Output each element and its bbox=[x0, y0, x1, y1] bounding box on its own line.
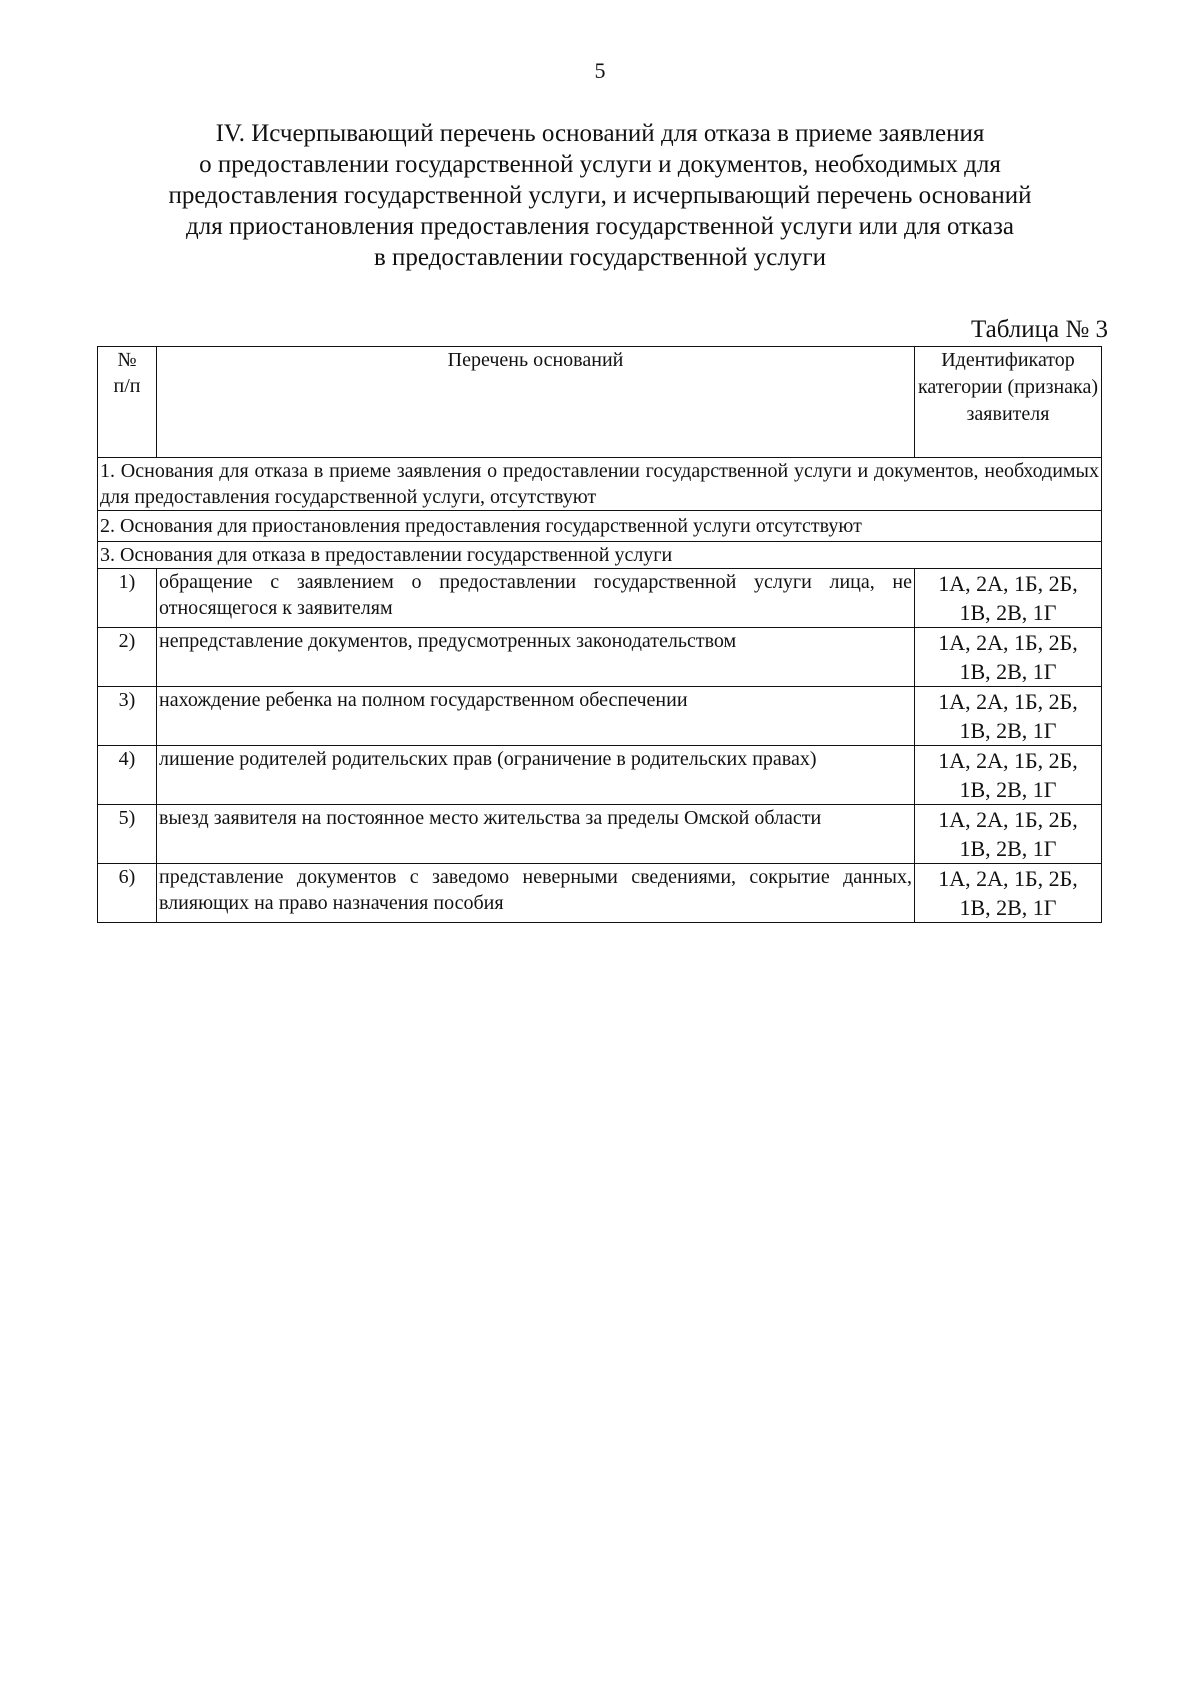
section-title-line: IV. Исчерпывающий перечень оснований для отказа в приеме заявления bbox=[215, 120, 985, 147]
row-identifier bbox=[915, 628, 1102, 687]
row-number: 1) bbox=[98, 569, 157, 628]
identifier-line: 1В, 2В, 1Г bbox=[959, 718, 1057, 743]
section-title-line: о предоставлении государственной услуги и документов, необходимых для bbox=[199, 151, 1001, 178]
table-row bbox=[98, 569, 1102, 628]
row-identifier bbox=[915, 864, 1102, 923]
row-identifier bbox=[915, 805, 1102, 864]
row-reason: обращение с заявлением о предоставлении государственной услуги лица, не относящегося к заявителям bbox=[157, 569, 915, 628]
table-row bbox=[98, 746, 1102, 805]
table-row bbox=[98, 864, 1102, 923]
identifier-line: 1В, 2В, 1Г bbox=[959, 836, 1057, 861]
section-title bbox=[0, 118, 1200, 273]
row-number: 5) bbox=[98, 805, 157, 864]
row-reason: лишение родителей родительских прав (ограничение в родительских правах) bbox=[157, 746, 915, 805]
row-number: 3) bbox=[98, 687, 157, 746]
section-row bbox=[98, 511, 1102, 542]
section-row bbox=[98, 542, 1102, 569]
grounds-table bbox=[97, 346, 1102, 923]
section-row bbox=[98, 458, 1102, 511]
row-identifier bbox=[915, 687, 1102, 746]
identifier-line: 1А, 2А, 1Б, 2Б, bbox=[938, 807, 1078, 832]
header-num bbox=[98, 347, 157, 458]
identifier-line: 1А, 2А, 1Б, 2Б, bbox=[938, 630, 1078, 655]
table-header-row bbox=[98, 347, 1102, 458]
row-number: 4) bbox=[98, 746, 157, 805]
row-reason: непредставление документов, предусмотренных законодательством bbox=[157, 628, 915, 687]
identifier-line: 1В, 2В, 1Г bbox=[959, 777, 1057, 802]
identifier-line: 1А, 2А, 1Б, 2Б, bbox=[938, 748, 1078, 773]
row-reason: представление документов с заведомо неверными сведениями, сокрытие данных, влияющих на право назначения пособия bbox=[157, 864, 915, 923]
section-1-text: 1. Основания для отказа в приеме заявления о предоставлении государственной услуги и документов, необходимых для предоставления государственной услуги, отсутствуют bbox=[98, 458, 1102, 511]
table-row bbox=[98, 628, 1102, 687]
identifier-line: 1А, 2А, 1Б, 2Б, bbox=[938, 689, 1078, 714]
section-2-text: 2. Основания для приостановления предоставления государственной услуги отсутствуют bbox=[98, 511, 1102, 542]
row-number: 2) bbox=[98, 628, 157, 687]
identifier-line: 1А, 2А, 1Б, 2Б, bbox=[938, 866, 1078, 891]
section-title-line: предоставления государственной услуги, и исчерпывающий перечень оснований bbox=[168, 182, 1032, 209]
header-num-symbol: № bbox=[117, 349, 137, 371]
header-identifier: Идентификатор категории (признака) заявителя bbox=[915, 347, 1102, 458]
header-grounds: Перечень оснований bbox=[157, 347, 915, 458]
identifier-line: 1В, 2В, 1Г bbox=[959, 895, 1057, 920]
section-3-text: 3. Основания для отказа в предоставлении государственной услуги bbox=[98, 542, 1102, 569]
row-identifier bbox=[915, 569, 1102, 628]
identifier-line: 1А, 2А, 1Б, 2Б, bbox=[938, 571, 1078, 596]
row-identifier bbox=[915, 746, 1102, 805]
row-reason: нахождение ребенка на полном государственном обеспечении bbox=[157, 687, 915, 746]
identifier-line: 1В, 2В, 1Г bbox=[959, 600, 1057, 625]
row-reason: выезд заявителя на постоянное место жительства за пределы Омской области bbox=[157, 805, 915, 864]
section-title-line: в предоставлении государственной услуги bbox=[373, 244, 827, 271]
header-num-abbr: п/п bbox=[113, 375, 141, 397]
table-caption: Таблица № 3 bbox=[970, 316, 1108, 343]
page-number: 5 bbox=[594, 58, 606, 83]
table-row bbox=[98, 805, 1102, 864]
row-number: 6) bbox=[98, 864, 157, 923]
identifier-line: 1В, 2В, 1Г bbox=[959, 659, 1057, 684]
section-title-line: для приостановления предоставления государственной услуги или для отказа bbox=[186, 213, 1014, 240]
table-row bbox=[98, 687, 1102, 746]
